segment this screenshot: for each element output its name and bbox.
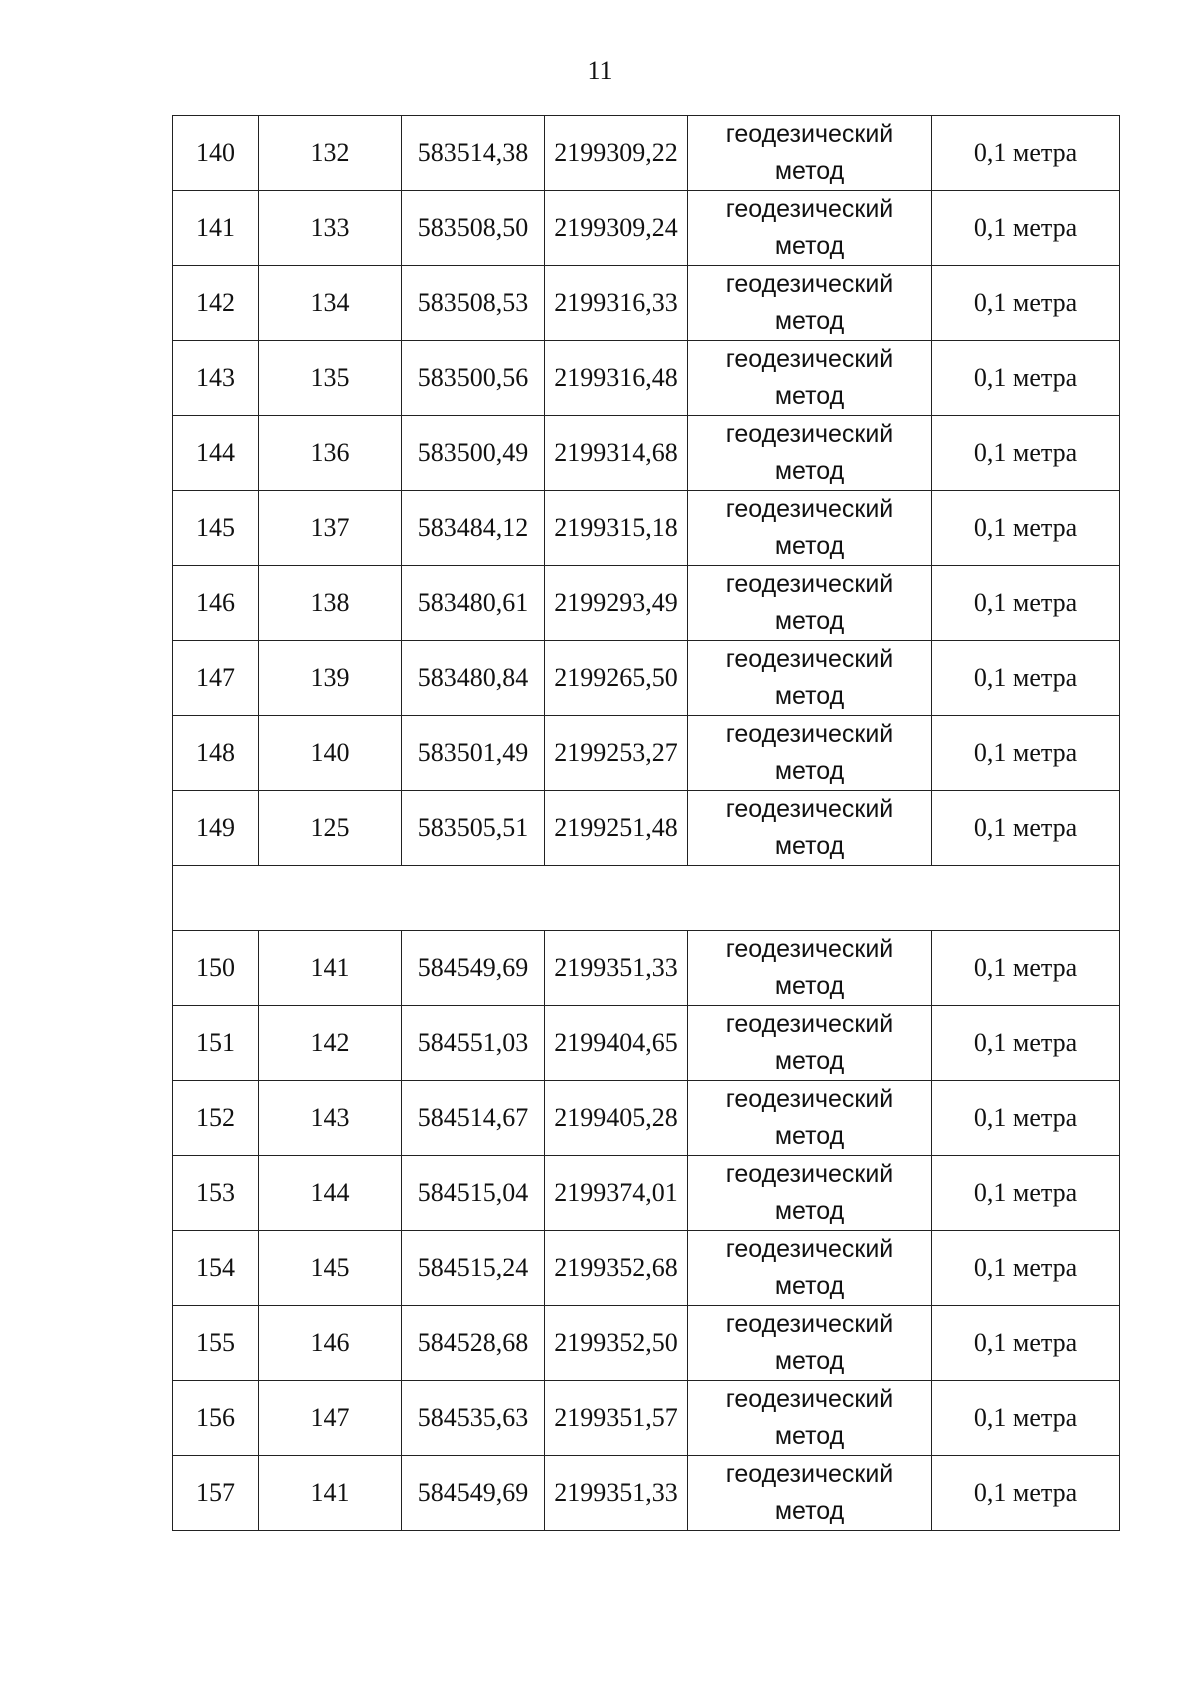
accuracy-cell: 0,1 метра — [932, 566, 1120, 641]
y-coordinate-cell: 2199315,18 — [545, 491, 688, 566]
table-row — [173, 491, 1120, 566]
page-number: 11 — [587, 56, 613, 85]
method-cell — [688, 716, 932, 791]
method-line-1: геодезический — [725, 1085, 894, 1113]
section-separator-row — [173, 866, 1120, 931]
method-line-2: метод — [774, 682, 845, 710]
point-number-cell: 154 — [173, 1231, 259, 1306]
method-line-2: метод — [774, 1272, 845, 1300]
accuracy-cell: 0,1 метра — [932, 416, 1120, 491]
table-row — [173, 116, 1120, 191]
method-line-2: метод — [774, 1197, 845, 1225]
method-line-2: метод — [774, 532, 845, 560]
y-coordinate-cell: 2199374,01 — [545, 1156, 688, 1231]
method-cell — [688, 1231, 932, 1306]
method-line-2: метод — [774, 972, 845, 1000]
accuracy-cell: 0,1 метра — [932, 641, 1120, 716]
point-number-cell: 148 — [173, 716, 259, 791]
y-coordinate-cell: 2199352,50 — [545, 1306, 688, 1381]
x-coordinate-cell: 583500,56 — [402, 341, 545, 416]
accuracy-cell: 0,1 метра — [932, 341, 1120, 416]
point-id-cell: 136 — [259, 416, 402, 491]
table-row — [173, 1006, 1120, 1081]
method-cell — [688, 491, 932, 566]
point-id-cell: 125 — [259, 791, 402, 866]
point-id-cell: 134 — [259, 266, 402, 341]
point-number-cell: 147 — [173, 641, 259, 716]
method-line-1: геодезический — [725, 345, 894, 373]
method-line-1: геодезический — [725, 1310, 894, 1338]
accuracy-cell: 0,1 метра — [932, 1156, 1120, 1231]
method-line-2: метод — [774, 832, 845, 860]
table-row — [173, 266, 1120, 341]
x-coordinate-cell: 584549,69 — [402, 931, 545, 1006]
method-line-2: метод — [774, 1347, 845, 1375]
method-line-1: геодезический — [725, 1385, 894, 1413]
y-coordinate-cell: 2199351,57 — [545, 1381, 688, 1456]
y-coordinate-cell: 2199251,48 — [545, 791, 688, 866]
x-coordinate-cell: 584549,69 — [402, 1456, 545, 1531]
table-row — [173, 1081, 1120, 1156]
table-row — [173, 641, 1120, 716]
method-line-2: метод — [774, 1122, 845, 1150]
y-coordinate-cell: 2199404,65 — [545, 1006, 688, 1081]
point-id-cell: 140 — [259, 716, 402, 791]
method-line-1: геодезический — [725, 1460, 894, 1488]
accuracy-cell: 0,1 метра — [932, 1081, 1120, 1156]
table-row — [173, 1381, 1120, 1456]
accuracy-cell: 0,1 метра — [932, 1006, 1120, 1081]
y-coordinate-cell: 2199316,33 — [545, 266, 688, 341]
method-line-2: метод — [774, 232, 845, 260]
method-line-2: метод — [774, 757, 845, 785]
point-number-cell: 144 — [173, 416, 259, 491]
y-coordinate-cell: 2199405,28 — [545, 1081, 688, 1156]
table-row — [173, 716, 1120, 791]
point-id-cell: 145 — [259, 1231, 402, 1306]
point-number-cell: 155 — [173, 1306, 259, 1381]
method-line-2: метод — [774, 607, 845, 635]
method-cell — [688, 341, 932, 416]
accuracy-cell: 0,1 метра — [932, 791, 1120, 866]
point-id-cell: 141 — [259, 1456, 402, 1531]
point-id-cell: 142 — [259, 1006, 402, 1081]
method-line-2: метод — [774, 1047, 845, 1075]
point-number-cell: 145 — [173, 491, 259, 566]
point-id-cell: 138 — [259, 566, 402, 641]
method-cell — [688, 1381, 932, 1456]
method-line-1: геодезический — [725, 1235, 894, 1263]
point-id-cell: 133 — [259, 191, 402, 266]
accuracy-cell: 0,1 метра — [932, 716, 1120, 791]
accuracy-cell: 0,1 метра — [932, 931, 1120, 1006]
point-id-cell: 139 — [259, 641, 402, 716]
point-number-cell: 146 — [173, 566, 259, 641]
point-id-cell: 146 — [259, 1306, 402, 1381]
accuracy-cell: 0,1 метра — [932, 491, 1120, 566]
accuracy-cell: 0,1 метра — [932, 191, 1120, 266]
point-id-cell: 144 — [259, 1156, 402, 1231]
point-number-cell: 150 — [173, 931, 259, 1006]
y-coordinate-cell: 2199351,33 — [545, 931, 688, 1006]
y-coordinate-cell: 2199293,49 — [545, 566, 688, 641]
method-cell — [688, 1006, 932, 1081]
point-id-cell: 147 — [259, 1381, 402, 1456]
method-line-1: геодезический — [725, 195, 894, 223]
table-row — [173, 341, 1120, 416]
method-cell — [688, 931, 932, 1006]
accuracy-cell: 0,1 метра — [932, 1456, 1120, 1531]
table-row — [173, 191, 1120, 266]
y-coordinate-cell: 2199316,48 — [545, 341, 688, 416]
y-coordinate-cell: 2199352,68 — [545, 1231, 688, 1306]
method-cell — [688, 116, 932, 191]
coordinates-table-body — [173, 116, 1120, 1531]
accuracy-cell: 0,1 метра — [932, 116, 1120, 191]
method-cell — [688, 1306, 932, 1381]
method-cell — [688, 1456, 932, 1531]
y-coordinate-cell: 2199253,27 — [545, 716, 688, 791]
y-coordinate-cell: 2199314,68 — [545, 416, 688, 491]
accuracy-cell: 0,1 метра — [932, 1381, 1120, 1456]
point-number-cell: 151 — [173, 1006, 259, 1081]
x-coordinate-cell: 583514,38 — [402, 116, 545, 191]
method-line-1: геодезический — [725, 495, 894, 523]
method-cell — [688, 1156, 932, 1231]
method-line-1: геодезический — [725, 270, 894, 298]
method-line-2: метод — [774, 457, 845, 485]
point-id-cell: 143 — [259, 1081, 402, 1156]
point-number-cell: 143 — [173, 341, 259, 416]
method-cell — [688, 416, 932, 491]
method-line-1: геодезический — [725, 570, 894, 598]
x-coordinate-cell: 583501,49 — [402, 716, 545, 791]
point-id-cell: 135 — [259, 341, 402, 416]
method-cell — [688, 641, 932, 716]
table-row — [173, 416, 1120, 491]
y-coordinate-cell: 2199265,50 — [545, 641, 688, 716]
accuracy-cell: 0,1 метра — [932, 1231, 1120, 1306]
method-cell — [688, 266, 932, 341]
point-number-cell: 149 — [173, 791, 259, 866]
x-coordinate-cell: 584514,67 — [402, 1081, 545, 1156]
method-line-1: геодезический — [725, 420, 894, 448]
table-row — [173, 1231, 1120, 1306]
method-line-1: геодезический — [725, 720, 894, 748]
point-number-cell: 152 — [173, 1081, 259, 1156]
method-cell — [688, 791, 932, 866]
method-line-2: метод — [774, 382, 845, 410]
y-coordinate-cell: 2199309,22 — [545, 116, 688, 191]
point-number-cell: 140 — [173, 116, 259, 191]
point-number-cell: 156 — [173, 1381, 259, 1456]
x-coordinate-cell: 583508,53 — [402, 266, 545, 341]
x-coordinate-cell: 584551,03 — [402, 1006, 545, 1081]
x-coordinate-cell: 583480,61 — [402, 566, 545, 641]
method-line-2: метод — [774, 1422, 845, 1450]
method-line-1: геодезический — [725, 795, 894, 823]
point-number-cell: 153 — [173, 1156, 259, 1231]
method-cell — [688, 191, 932, 266]
x-coordinate-cell: 584515,04 — [402, 1156, 545, 1231]
table-row — [173, 566, 1120, 641]
method-line-1: геодезический — [725, 1160, 894, 1188]
method-line-1: геодезический — [725, 645, 894, 673]
method-line-2: метод — [774, 307, 845, 335]
accuracy-cell: 0,1 метра — [932, 266, 1120, 341]
point-id-cell: 137 — [259, 491, 402, 566]
x-coordinate-cell: 584535,63 — [402, 1381, 545, 1456]
point-id-cell: 132 — [259, 116, 402, 191]
method-line-2: метод — [774, 1497, 845, 1525]
table-row — [173, 931, 1120, 1006]
method-cell — [688, 1081, 932, 1156]
y-coordinate-cell: 2199309,24 — [545, 191, 688, 266]
table-row — [173, 1306, 1120, 1381]
accuracy-cell: 0,1 метра — [932, 1306, 1120, 1381]
point-id-cell: 141 — [259, 931, 402, 1006]
x-coordinate-cell: 583484,12 — [402, 491, 545, 566]
point-number-cell: 141 — [173, 191, 259, 266]
method-line-1: геодезический — [725, 1010, 894, 1038]
table-row — [173, 1456, 1120, 1531]
y-coordinate-cell: 2199351,33 — [545, 1456, 688, 1531]
table-row — [173, 1156, 1120, 1231]
method-line-1: геодезический — [725, 935, 894, 963]
x-coordinate-cell: 583500,49 — [402, 416, 545, 491]
point-number-cell: 142 — [173, 266, 259, 341]
x-coordinate-cell: 583508,50 — [402, 191, 545, 266]
x-coordinate-cell: 584515,24 — [402, 1231, 545, 1306]
coordinates-table — [172, 115, 1120, 1531]
table-row — [173, 791, 1120, 866]
section-separator-cell — [173, 866, 1120, 931]
method-cell — [688, 566, 932, 641]
x-coordinate-cell: 583505,51 — [402, 791, 545, 866]
point-number-cell: 157 — [173, 1456, 259, 1531]
x-coordinate-cell: 583480,84 — [402, 641, 545, 716]
method-line-2: метод — [774, 157, 845, 185]
x-coordinate-cell: 584528,68 — [402, 1306, 545, 1381]
method-line-1: геодезический — [725, 120, 894, 148]
